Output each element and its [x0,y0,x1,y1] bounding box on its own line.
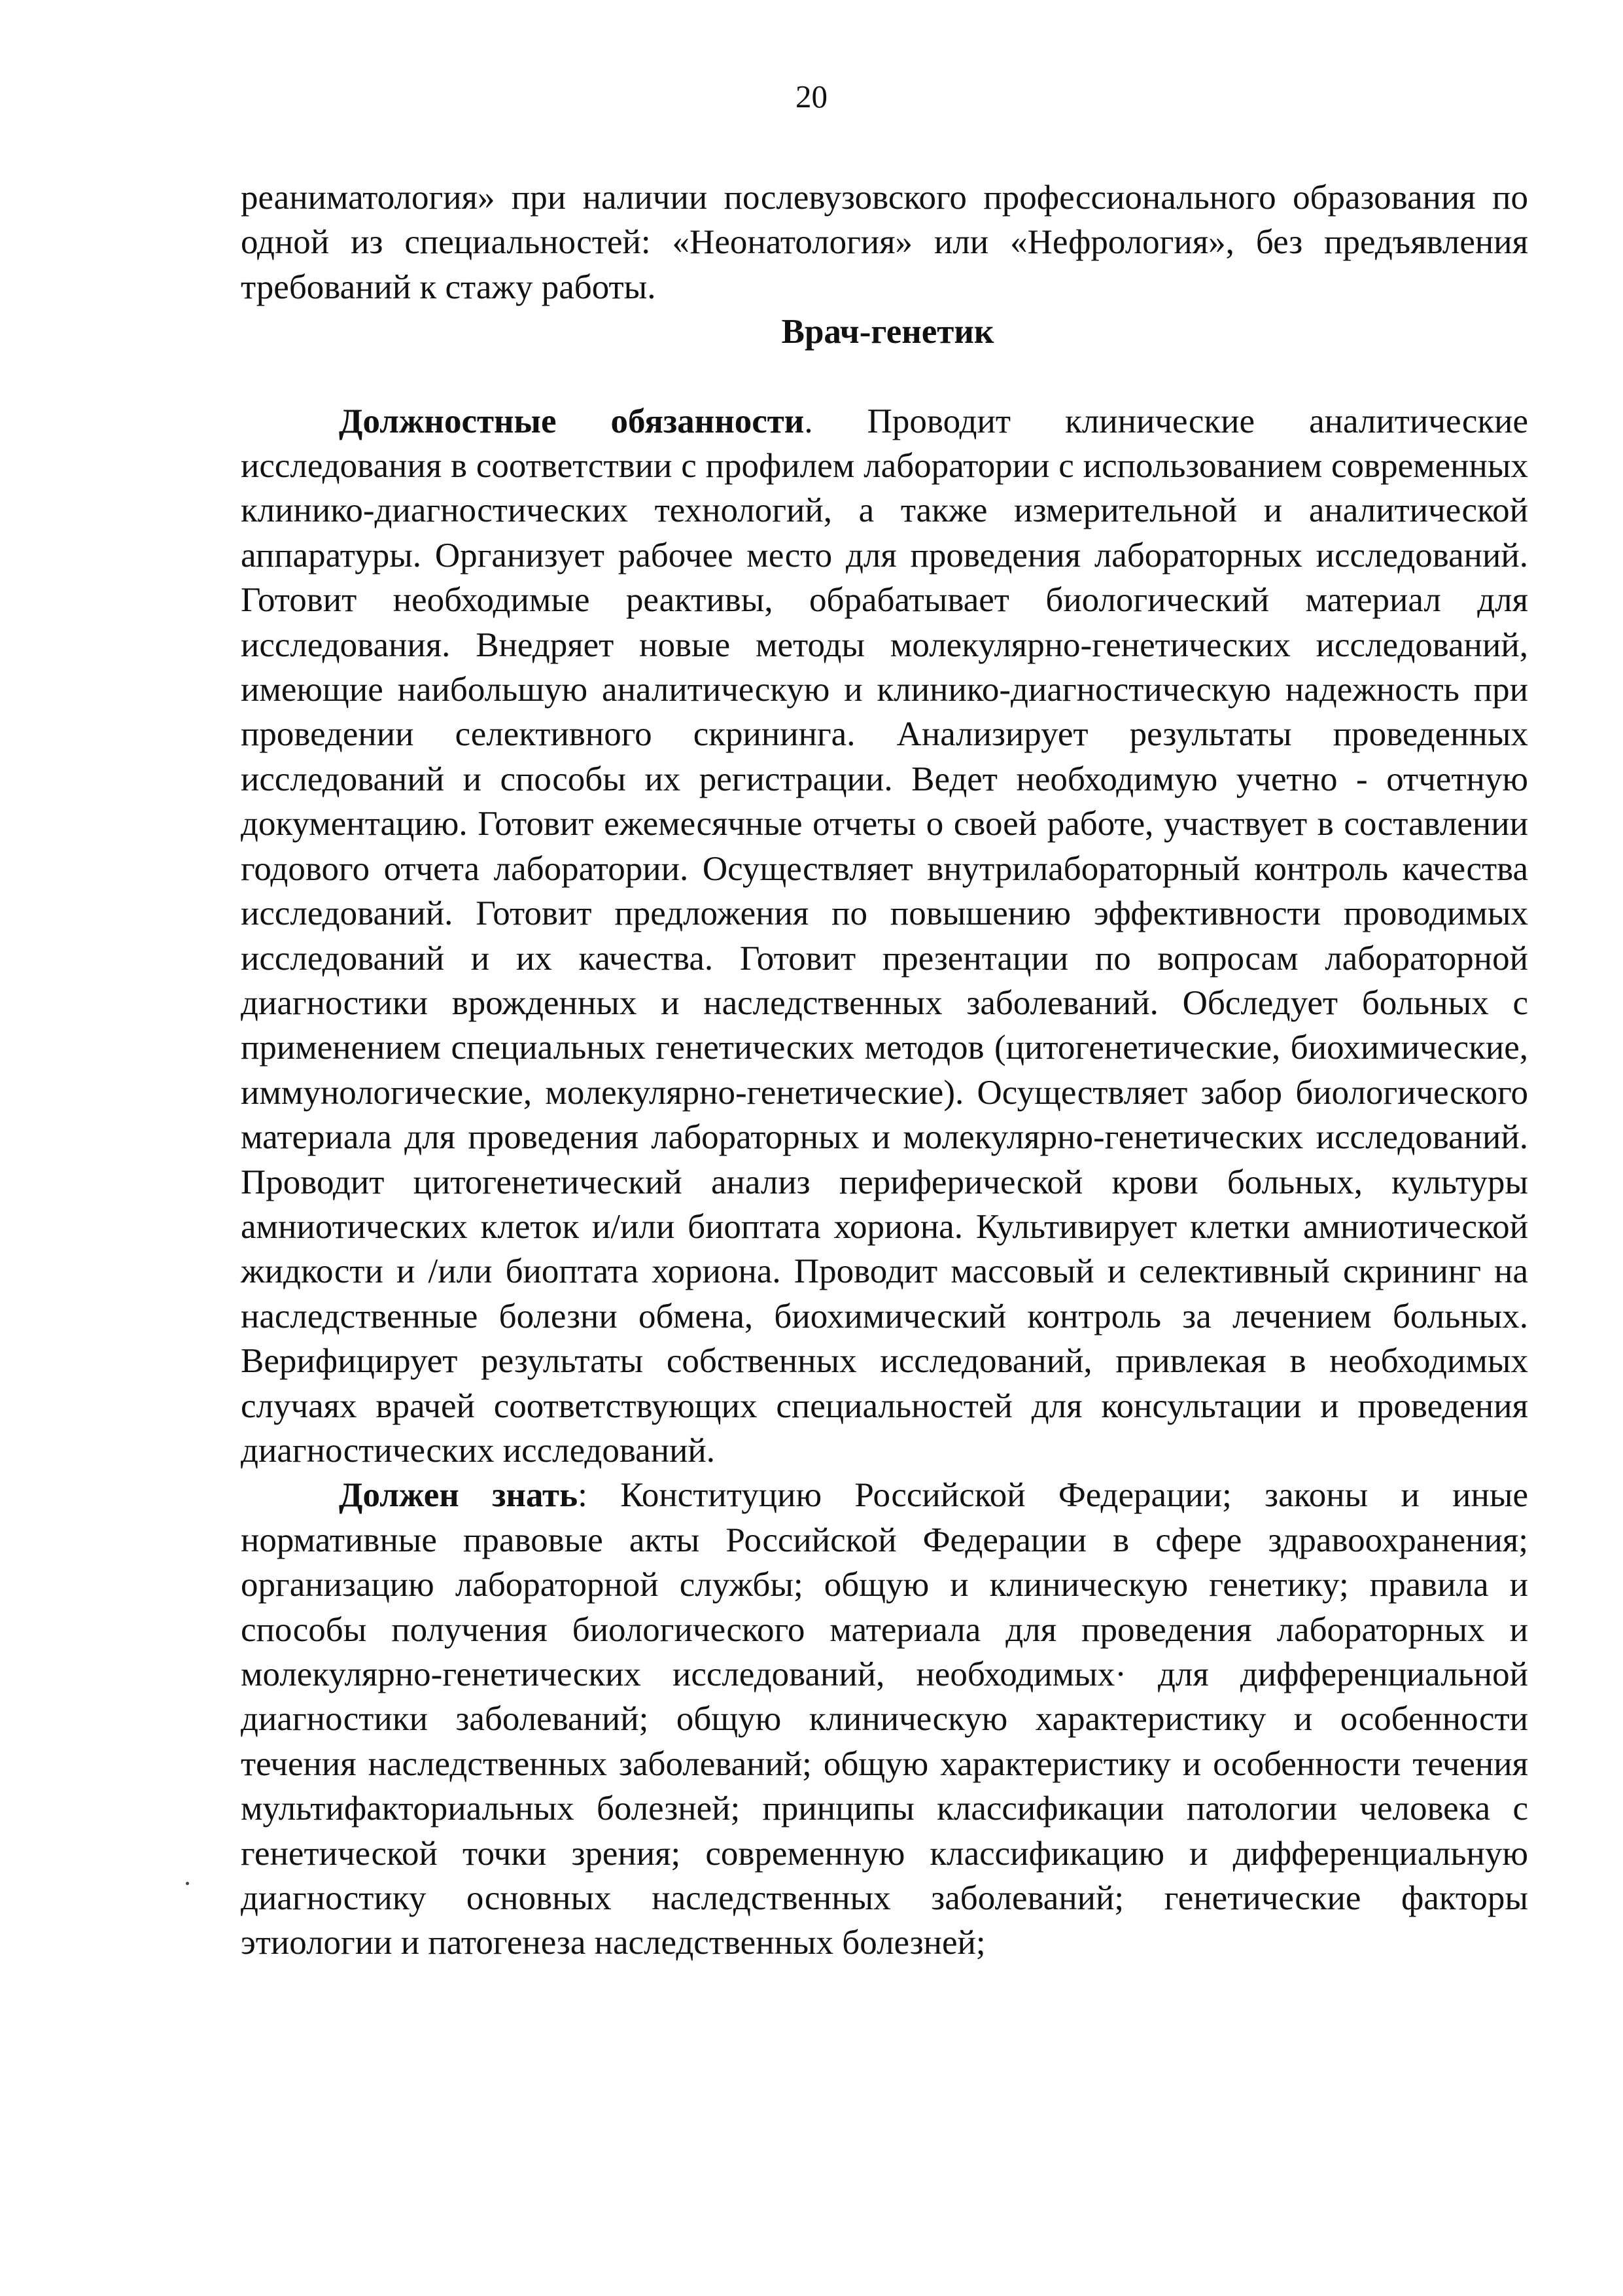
spacer [241,355,1528,399]
duties-text: . Проводит клинические аналитические исследования в соответствии с профилем лаборатории с использованием современных клинико-диагностических технологий, а также измерительной и аналитической аппаратуры. Организует рабочее место для проведения лабораторных исследований. Готовит необходимые реактивы, обрабатывает биологический материал для исследования. Внедряет новые методы молекулярно-генетических исследований, имеющие наибольшую аналитическую и клинико-диагностическую надежность при проведении селективного скрининга. Анализирует результаты проведенных исследований и способы их регистрации. Ведет необходимую учетно - отчетную документацию. Готовит ежемесячные отчеты о своей работе, участвует в составлении годового отчета лаборатории. Осуществляет внутрилабораторный контроль качества исследований. Готовит предложения по повышению эффективности проводимых исследований и их качества. Готовит презентации по вопросам лабораторной диагностики врожденных и наследственных заболеваний. Обследует больных с применением специальных генетических методов (цитогенетические, биохимические, иммунологические, молекулярно-генетические). Осуществляет забор биологического материала для проведения лабораторных и молекулярно-генетических исследований. Проводит цитогенетический анализ периферической крови больных, культуры амниотических клеток и/или биоптата хориона. Культивирует клетки амниотической жидкости и /или биоптата хориона. Проводит массовый и селективный скрининг на наследственные болезни обмена, биохимический контроль за лечением больных. Верифицирует результаты собственных исследований, привлекая в необходимых случаях врачей соответствующих специальностей для консультации и проведения диагностических исследований. [241,402,1528,1470]
knowledge-label: Должен знать [339,1476,578,1515]
page-number: 20 [795,79,828,115]
knowledge-paragraph [241,1473,1528,1965]
intro-paragraph: реаниматология» при наличии послевузовского профессионального образования по одной из специальностей: «Неонатология» или «Нефрология», без предъявления требований к стажу работы. [241,179,1528,306]
duties-paragraph [241,399,1528,1474]
scan-speck [186,1882,189,1885]
knowledge-text: : Конституцию Российской Федерации; законы и иные нормативные правовые акты Российской Федерации в сфере здравоохранения; организацию лабораторной службы; общую и клиническую генетику; правила и способы получения биологического материала для проведения лабораторных и молекулярно-генетических исследований, необходимых· для дифференциальной диагностики заболеваний; общую клиническую характеристику и особенности течения наследственных заболеваний; общую характеристику и особенности течения мультифакториальных болезней; принципы классификации патологии человека с генетической точки зрения; современную классификацию и дифференциальную диагностику основных наследственных заболеваний; генетические факторы этиологии и патогенеза наследственных болезней; [241,1476,1528,1962]
duties-label: Должностные обязанности [339,402,805,440]
document-body [241,175,1528,1966]
section-title: Врач-генетик [781,313,994,351]
